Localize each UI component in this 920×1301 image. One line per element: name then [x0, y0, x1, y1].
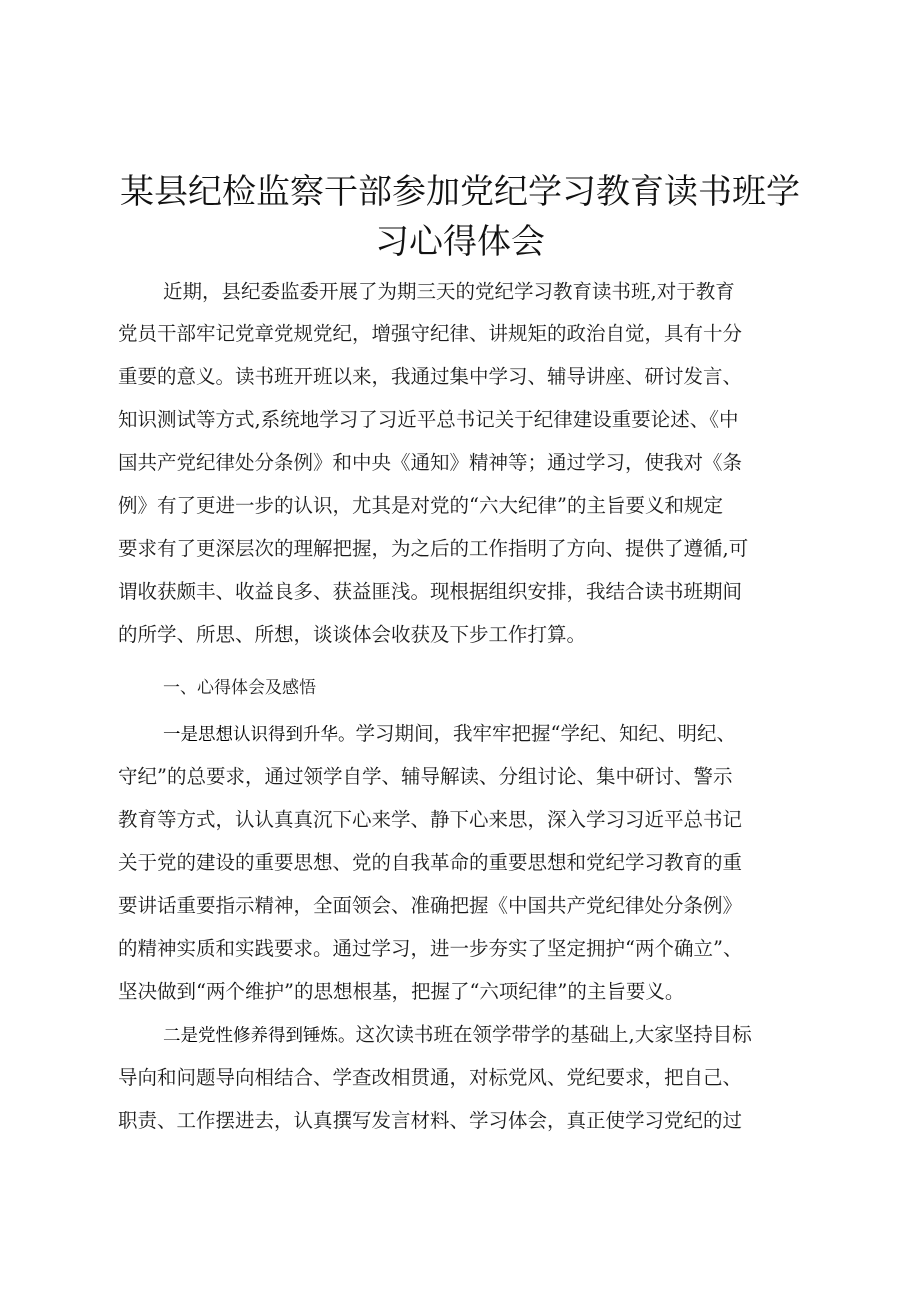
intro-line: 谓收获颇丰、收益良多、获益匪浅。现根据组织安排，我结合读书班期间 [118, 580, 743, 603]
point2-line: 导向和问题导向相结合、学查改相贯通，对标党风、党纪要求，把自己、 [118, 1066, 743, 1089]
intro-line: 重要的意义。读书班开班以来，我通过集中学习、辅导讲座、研讨发言、 [118, 365, 743, 388]
intro-line: 党员干部牢记党章党规党纪，增强守纪律、讲规矩的政治自觉，具有十分 [118, 322, 743, 345]
intro-line: 国共产党纪律处分条例》和中央《通知》精神等；通过学习，使我对《条 [118, 451, 743, 474]
intro-line: 要求有了更深层次的理解把握，为之后的工作指明了方向、提供了遵循,可 [118, 537, 749, 560]
point2-first-line [163, 1017, 818, 1053]
intro-line: 例》有了更进一步的认识，尤其是对党的“六大纪律”的主旨要义和规定 [118, 494, 723, 517]
intro-line: 近期，县纪委监委开展了为期三天的党纪学习教育读书班,对于教育 [163, 280, 735, 303]
point1-lead: 一是思想认识得到升华。 [163, 725, 356, 745]
intro-line: 知识测试等方式,系统地学习了习近平总书记关于纪律建设重要论述、《中 [118, 408, 739, 431]
point2-line: 职责、工作摆进去，认真撰写发言材料、学习体会，真正使学习党纪的过 [118, 1109, 743, 1132]
point1-first-rest: 学习期间，我牢牢把握“学纪、知纪、明纪、 [355, 722, 736, 745]
point2-lead: 二是党性修养得到锤炼。 [163, 1026, 356, 1046]
point1-line: 守纪”的总要求，通过领学自学、辅导解读、分组讨论、集中研讨、警示 [118, 765, 733, 788]
intro-line: 的所学、所思、所想，谈谈体会收获及下步工作打算。 [118, 623, 587, 646]
point1-line: 的精神实质和实践要求。通过学习，进一步夯实了坚定拥护“两个确立”、 [118, 937, 743, 960]
point1-first-line [163, 716, 818, 752]
document-title-line-2: 习心得体会 [375, 222, 545, 262]
point2-first-rest: 这次读书班在领学带学的基础上,大家坚持目标 [355, 1023, 752, 1046]
document-title-line-1: 某县纪检监察干部参加党纪学习教育读书班学 [120, 172, 800, 212]
point1-line: 坚决做到“两个维护”的思想根基，把握了“六项纪律”的主旨要义。 [118, 980, 685, 1003]
point1-line: 要讲话重要指示精神，全面领会、准确把握《中国共产党纪律处分条例》 [118, 894, 743, 917]
section-heading: 一、心得体会及感悟 [163, 678, 316, 698]
point1-line: 教育等方式，认认真真沉下心来学、静下心来思，深入学习习近平总书记 [118, 808, 743, 831]
point1-line: 关于党的建设的重要思想、党的自我革命的重要思想和党纪学习教育的重 [118, 851, 743, 874]
